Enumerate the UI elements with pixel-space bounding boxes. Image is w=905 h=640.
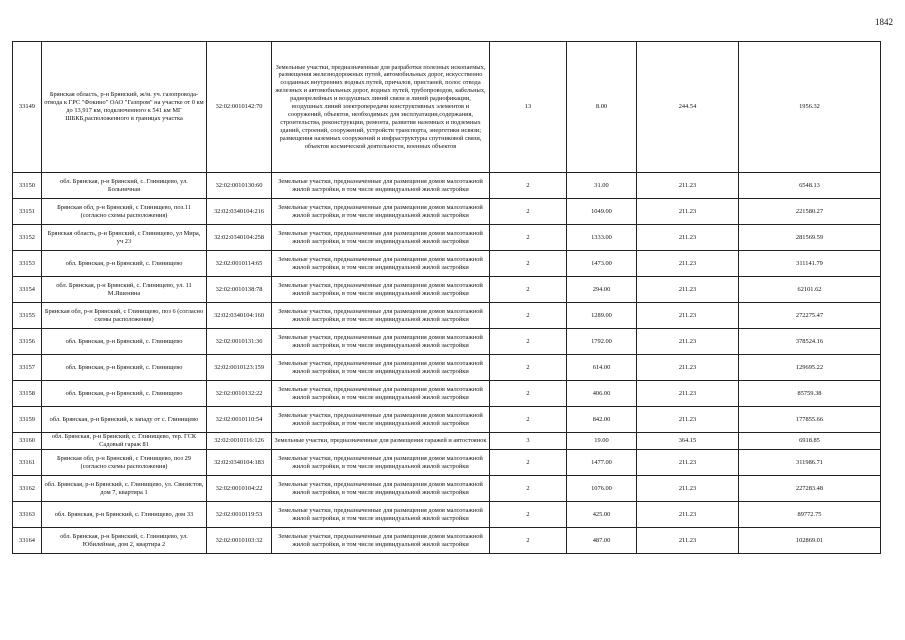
- land-use-cell: Земельные участки, предназначенные для размещения домов малоэтажной жилой застройки, в том числе индивидуальной жилой застройки: [272, 277, 490, 303]
- area-cell: 19.00: [567, 433, 637, 450]
- cadastral-value-cell: 311141.79: [739, 251, 881, 277]
- cadastral-value-cell: 102869.01: [739, 528, 881, 554]
- land-use-cell: Земельные участки, предназначенные для размещения домов малоэтажной жилой застройки, в том числе индивидуальной жилой застройки: [272, 173, 490, 199]
- area-cell: 8.00: [567, 42, 637, 173]
- land-use-cell: Земельные участки, предназначенные для размещения гаражей и автостоянок: [272, 433, 490, 450]
- address-cell: обл. Брянская, р-н Брянский, с. Глинищево: [42, 355, 207, 381]
- row-id-cell: 33157: [13, 355, 42, 381]
- specific-value-cell: 211.23: [637, 329, 739, 355]
- group-number-cell: 2: [490, 450, 567, 476]
- group-number-cell: 2: [490, 173, 567, 199]
- cadastral-value-cell: 378524.16: [739, 329, 881, 355]
- group-number-cell: 2: [490, 277, 567, 303]
- row-id-cell: 33163: [13, 502, 42, 528]
- area-cell: 1076.00: [567, 476, 637, 502]
- cadastral-value-cell: 227283.48: [739, 476, 881, 502]
- group-number-cell: 2: [490, 199, 567, 225]
- specific-value-cell: 211.23: [637, 251, 739, 277]
- area-cell: 31.00: [567, 173, 637, 199]
- address-cell: обл. Брянская, р-н Брянский, к западу от с. Глинищево: [42, 407, 207, 433]
- cadastral-value-cell: 62101.62: [739, 277, 881, 303]
- address-cell: обл. Брянская, р-н Брянский, с. Глинищево, ул. Связистов, дом 7, квартира 1: [42, 476, 207, 502]
- specific-value-cell: 211.23: [637, 381, 739, 407]
- table-row: [13, 433, 881, 450]
- address-cell: обл. Брянская, р-н Брянский, с. Глинищево: [42, 381, 207, 407]
- table-row: [13, 450, 881, 476]
- cadastral-value-cell: 89772.75: [739, 502, 881, 528]
- specific-value-cell: 211.23: [637, 225, 739, 251]
- row-id-cell: 33161: [13, 450, 42, 476]
- address-cell: обл. Брянская, р-н Брянский, с. Глинищево: [42, 251, 207, 277]
- cadastral-number-cell: 32:02:0340104:216: [207, 199, 272, 225]
- cadastral-value-cell: 85759.38: [739, 381, 881, 407]
- specific-value-cell: 211.23: [637, 528, 739, 554]
- area-cell: 425.00: [567, 502, 637, 528]
- area-cell: 487.00: [567, 528, 637, 554]
- table-row: [13, 502, 881, 528]
- specific-value-cell: 211.23: [637, 277, 739, 303]
- land-use-cell: Земельные участки, предназначенные для размещения домов малоэтажной жилой застройки, в том числе индивидуальной жилой застройки: [272, 476, 490, 502]
- address-cell: Брянская обл, р-н Брянский, с Глинищево, поз 6 (согласно схемы расположения): [42, 303, 207, 329]
- group-number-cell: 2: [490, 225, 567, 251]
- specific-value-cell: 211.23: [637, 407, 739, 433]
- specific-value-cell: 211.23: [637, 173, 739, 199]
- group-number-cell: 2: [490, 502, 567, 528]
- table-row: [13, 303, 881, 329]
- specific-value-cell: 211.23: [637, 450, 739, 476]
- table-row: [13, 329, 881, 355]
- group-number-cell: 2: [490, 381, 567, 407]
- specific-value-cell: 364.15: [637, 433, 739, 450]
- specific-value-cell: 211.23: [637, 355, 739, 381]
- address-cell: обл. Брянская, р-н Брянский, с. Глинищево, ул. 11 М.Яшенина: [42, 277, 207, 303]
- cadastral-value-cell: 272275.47: [739, 303, 881, 329]
- row-id-cell: 33159: [13, 407, 42, 433]
- row-id-cell: 33150: [13, 173, 42, 199]
- cadastral-number-cell: 32:02:0010103:32: [207, 528, 272, 554]
- row-id-cell: 33153: [13, 251, 42, 277]
- address-cell: обл. Брянская, р-н Брянский, с. Глинищево, тер. ГСК Садовый гараж 81: [42, 433, 207, 450]
- address-cell: обл. Брянская, р-н Брянский, с. Глинищево, ул. Юбилейная, дом 2, квартира 2: [42, 528, 207, 554]
- row-id-cell: 33156: [13, 329, 42, 355]
- cadastral-number-cell: 32:02:0010114:65: [207, 251, 272, 277]
- area-cell: 614.00: [567, 355, 637, 381]
- cadastral-number-cell: 32:02:0010119:53: [207, 502, 272, 528]
- page-number: 1842: [875, 17, 893, 27]
- specific-value-cell: 244.54: [637, 42, 739, 173]
- area-cell: 406.00: [567, 381, 637, 407]
- area-cell: 842.00: [567, 407, 637, 433]
- row-id-cell: 33160: [13, 433, 42, 450]
- row-id-cell: 33164: [13, 528, 42, 554]
- cadastral-number-cell: 32:02:0340104:183: [207, 450, 272, 476]
- land-use-cell: Земельные участки, предназначенные для размещения домов малоэтажной жилой застройки, в том числе индивидуальной жилой застройки: [272, 199, 490, 225]
- group-number-cell: 2: [490, 355, 567, 381]
- group-number-cell: 2: [490, 528, 567, 554]
- row-id-cell: 33154: [13, 277, 42, 303]
- area-cell: 1289.00: [567, 303, 637, 329]
- land-use-cell: Земельные участки, предназначенные для размещения домов малоэтажной жилой застройки, в том числе индивидуальной жилой застройки: [272, 303, 490, 329]
- cadastral-value-cell: 6918.85: [739, 433, 881, 450]
- table-row: [13, 355, 881, 381]
- row-id-cell: 33158: [13, 381, 42, 407]
- group-number-cell: 2: [490, 329, 567, 355]
- land-use-cell: Земельные участки, предназначенные для размещения домов малоэтажной жилой застройки, в том числе индивидуальной жилой застройки: [272, 528, 490, 554]
- table-row: [13, 476, 881, 502]
- cadastral-value-cell: 129695.22: [739, 355, 881, 381]
- cadastral-value-table: [12, 41, 881, 554]
- land-use-cell: Земельные участки, предназначенные для размещения домов малоэтажной жилой застройки, в том числе индивидуальной жилой застройки: [272, 502, 490, 528]
- cadastral-value-cell: 1956.32: [739, 42, 881, 173]
- cadastral-number-cell: 32:02:0340104:258: [207, 225, 272, 251]
- land-use-cell: Земельные участки, предназначенные для размещения домов малоэтажной жилой застройки, в том числе индивидуальной жилой застройки: [272, 450, 490, 476]
- cadastral-number-cell: 32:02:0010116:126: [207, 433, 272, 450]
- row-id-cell: 33151: [13, 199, 42, 225]
- cadastral-value-cell: 177855.66: [739, 407, 881, 433]
- land-use-cell: Земельные участки, предназначенные для размещения домов малоэтажной жилой застройки, в том числе индивидуальной жилой застройки: [272, 355, 490, 381]
- table-row: [13, 225, 881, 251]
- group-number-cell: 2: [490, 476, 567, 502]
- group-number-cell: 2: [490, 303, 567, 329]
- area-cell: 1477.00: [567, 450, 637, 476]
- group-number-cell: 13: [490, 42, 567, 173]
- table-row: [13, 42, 881, 173]
- table-row: [13, 277, 881, 303]
- table-row: [13, 528, 881, 554]
- land-use-cell: Земельные участки, предназначенные для размещения домов малоэтажной жилой застройки, в том числе индивидуальной жилой застройки: [272, 381, 490, 407]
- specific-value-cell: 211.23: [637, 303, 739, 329]
- table-row: [13, 407, 881, 433]
- land-use-cell: Земельные участки, предназначенные для размещения домов малоэтажной жилой застройки, в том числе индивидуальной жилой застройки: [272, 407, 490, 433]
- table-row: [13, 173, 881, 199]
- specific-value-cell: 211.23: [637, 502, 739, 528]
- group-number-cell: 3: [490, 433, 567, 450]
- row-id-cell: 33155: [13, 303, 42, 329]
- cadastral-number-cell: 32:02:0010142:70: [207, 42, 272, 173]
- cadastral-number-cell: 32:02:0340104:160: [207, 303, 272, 329]
- address-cell: Брянская область, р-н Брянский, ж/м. уч. газопровода-отвода к ГРС "Фокино" ОАО "Газпром" на участке от 0 км до 13,917 км, подключенного к 541 км МГ ШБКБ,расположенного в границах участка: [42, 42, 207, 173]
- area-cell: 294.00: [567, 277, 637, 303]
- address-cell: обл. Брянская, р-н Брянский, с. Глинищево, дом 33: [42, 502, 207, 528]
- table-row: [13, 381, 881, 407]
- cadastral-number-cell: 32:02:0010132:22: [207, 381, 272, 407]
- specific-value-cell: 211.23: [637, 476, 739, 502]
- cadastral-value-cell: 281569.59: [739, 225, 881, 251]
- cadastral-value-cell: 311986.71: [739, 450, 881, 476]
- row-id-cell: 33152: [13, 225, 42, 251]
- row-id-cell: 33149: [13, 42, 42, 173]
- address-cell: обл. Брянская, р-н Брянский, с. Глинищево: [42, 329, 207, 355]
- area-cell: 1049.00: [567, 199, 637, 225]
- land-use-cell: Земельные участки, предназначенные для размещения домов малоэтажной жилой застройки, в том числе индивидуальной жилой застройки: [272, 251, 490, 277]
- cadastral-value-cell: 221580.27: [739, 199, 881, 225]
- address-cell: Брянская область, р-н Брянский, с Глинищево, ул Мира, уч 23: [42, 225, 207, 251]
- address-cell: Брянская обл, р-н Брянский, с Глинищево, поз 29 (согласно схемы расположения): [42, 450, 207, 476]
- cadastral-number-cell: 32:02:0010130:60: [207, 173, 272, 199]
- table-row: [13, 199, 881, 225]
- cadastral-number-cell: 32:02:0010131:36: [207, 329, 272, 355]
- table-row: [13, 251, 881, 277]
- cadastral-number-cell: 32:02:0010138:78: [207, 277, 272, 303]
- group-number-cell: 2: [490, 407, 567, 433]
- land-use-cell: Земельные участки, предназначенные для размещения домов малоэтажной жилой застройки, в том числе индивидуальной жилой застройки: [272, 225, 490, 251]
- address-cell: Брянская обл, р-н Брянский, с Глинищево, поз.11 (согласно схемы расположения): [42, 199, 207, 225]
- cadastral-number-cell: 32:02:0010123:159: [207, 355, 272, 381]
- address-cell: обл. Брянская, р-н Брянский, с. Глинищево, ул. Больничная: [42, 173, 207, 199]
- area-cell: 1333.00: [567, 225, 637, 251]
- cadastral-number-cell: 32:02:0010104:22: [207, 476, 272, 502]
- area-cell: 1473.00: [567, 251, 637, 277]
- group-number-cell: 2: [490, 251, 567, 277]
- cadastral-value-cell: 6548.13: [739, 173, 881, 199]
- row-id-cell: 33162: [13, 476, 42, 502]
- specific-value-cell: 211.23: [637, 199, 739, 225]
- land-use-cell: Земельные участки, предназначенные для разработки полезных ископаемых, размещения железнодорожных путей, автомобильных дорог, искусственно созданных внутренних водных путей, причалов, пристаней, полос отвода железных и автомобильных дорог, водных путей, трубопроводов, кабельных, радиорелейных и воздушных линий связи и линий радиофикации, воздушных линий электропередачи конструктивных элементов и сооружений, объектов, необходимых для эксплуатации,содержания, строительства, реконструкции, ремонта, развития наземных и подземных зданий, строений, сооружений, устройств транспорта, энергетики исвязи; размещения наземных сооружений и инфраструктуры спутниковой связи, объектов космической деятельности, военных объектов: [272, 42, 490, 173]
- area-cell: 1792.00: [567, 329, 637, 355]
- table-body: [13, 42, 881, 554]
- land-use-cell: Земельные участки, предназначенные для размещения домов малоэтажной жилой застройки, в том числе индивидуальной жилой застройки: [272, 329, 490, 355]
- cadastral-number-cell: 32:02:0010110:54: [207, 407, 272, 433]
